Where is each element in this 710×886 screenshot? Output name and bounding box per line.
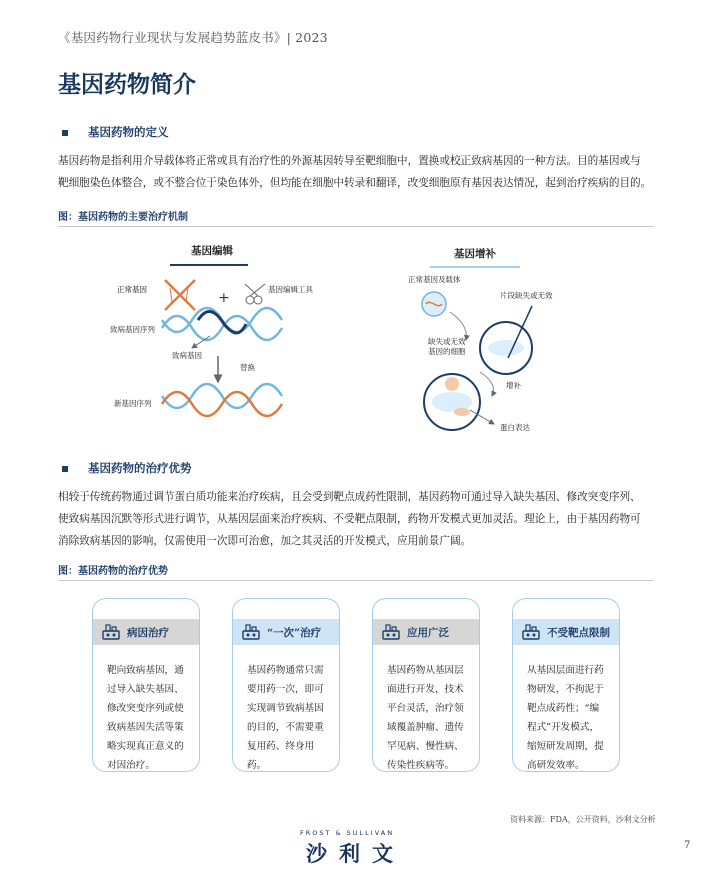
figure-label-advantages: 图：基因药物的治疗优势	[58, 566, 168, 577]
card-body	[107, 661, 187, 775]
paragraph-line: 基因药物是指利用介导载体将正常或具有治疗性的外源基因转导至靶细胞中，置换或校正致病基因的一种方法。目的基因或与	[58, 155, 641, 167]
dna-strand-new	[162, 384, 282, 416]
card-body-line: 平台灵活，治疗领	[387, 703, 464, 714]
gene-editing-title: 基因编辑	[191, 245, 233, 257]
dna-sample-icon	[241, 623, 261, 645]
definition-paragraph	[58, 150, 658, 194]
section-heading-advantages: 基因药物的治疗优势	[88, 461, 192, 475]
card-body-line: 致病基因失活等策	[107, 722, 184, 733]
logo-english: FROST & SULLIVAN	[300, 829, 395, 837]
card-title: 应用广泛	[407, 627, 449, 639]
paragraph-line: 靶细胞染色体整合，或不整合位于染色体外，但均能在细胞中转录和翻译，改变细胞原有基因表达情况，起到治疗疾病的目的。	[58, 177, 652, 189]
card-body-line: 实现调节致病基因	[247, 703, 324, 714]
defect-cell-label-2: 基因的细胞	[428, 347, 466, 356]
protein-label: 蛋白表达	[500, 423, 530, 432]
section-bullet	[62, 130, 68, 136]
vector-label: 正常基因及载体	[408, 275, 461, 284]
divider	[58, 226, 654, 227]
card-body-line: 罕见病、慢性病、	[387, 741, 464, 752]
source-note: 资料来源：FDA，公开资料，沙利文分析	[510, 815, 656, 824]
card-header	[93, 619, 199, 645]
card-body-line: 要用药一次，即可	[247, 684, 324, 695]
paragraph-line: 使致病基因沉默等形式进行调节，从基因层面来治疗疾病、不受靶点限制，药物开发模式更加灵活。理论上，由于基因药物可	[58, 513, 641, 525]
card-body-line: 缩短研发周期，提	[527, 741, 604, 752]
card-body-line: 过导入缺失基因、	[107, 684, 184, 695]
card-body-line: 略实现真正意义的	[107, 741, 184, 752]
card-header	[373, 619, 479, 645]
logo-chinese: 沙利文	[306, 841, 405, 866]
paragraph-line: 消除致病基因的影响，仅需使用一次即可治愈，加之其灵活的开发模式，应用前景广阔。	[58, 535, 472, 547]
page-title: 基因药物简介	[58, 71, 196, 98]
defect-cell-label-1: 缺失或无效	[428, 337, 466, 346]
pathogenic-seq-label: 致病基因序列	[110, 325, 155, 334]
section-heading-definition: 基因药物的定义	[88, 125, 169, 139]
card-body-line: 程式”开发模式，	[527, 722, 600, 733]
editing-tool-label: 基因编辑工具	[268, 285, 313, 294]
normal-gene-label: 正常基因	[117, 285, 147, 294]
fragment-label: 片段缺失或无效	[500, 291, 553, 300]
card-body-line: 物研发，不拘泥于	[527, 684, 604, 695]
card-body-line: 基因药物从基因层	[387, 665, 464, 676]
figure-label-mechanism: 图：基因药物的主要治疗机制	[58, 212, 188, 223]
mechanism-diagram	[100, 240, 600, 440]
dna-sample-icon	[101, 623, 121, 645]
card-title: “一次”治疗	[267, 627, 322, 639]
dna-helix-icon	[165, 280, 195, 310]
section-bullet	[62, 466, 68, 472]
plus-sign: +	[218, 290, 230, 306]
advantage-card	[372, 598, 480, 772]
card-body-line: 面进行开发，技术	[387, 684, 464, 695]
paragraph-line: 相较于传统药物通过调节蛋白质功能来治疗疾病，且会受到靶点成药性限制，基因药物可通过导入缺失基因、修改突变序列、	[58, 491, 641, 503]
card-body-line: 从基因层面进行药	[527, 665, 604, 676]
card-body-line: 对因治疗。	[107, 760, 155, 771]
advantage-card	[512, 598, 620, 772]
card-body-line: 高研发效率。	[527, 760, 585, 771]
divider	[58, 580, 654, 581]
card-header	[513, 619, 619, 645]
card-title: 病因治疗	[127, 627, 169, 639]
pathogenic-gene-label: 致病基因	[172, 351, 202, 360]
card-body-line: 传染性疾病等。	[387, 760, 455, 771]
dna-sample-icon	[381, 623, 401, 645]
scissors-icon	[245, 284, 265, 304]
replace-label: 替换	[240, 363, 255, 372]
advantage-card	[92, 598, 200, 772]
card-body-line: 复用药、终身用药。	[247, 741, 315, 771]
dna-sample-icon	[521, 623, 541, 645]
dna-strand-pathogenic	[162, 308, 282, 340]
card-header	[233, 619, 339, 645]
card-body-line: 基因药物通常只需	[247, 665, 324, 676]
new-seq-label: 新基因序列	[114, 399, 152, 408]
card-body	[247, 661, 327, 775]
card-body-line: 的目的，不需要重	[247, 722, 324, 733]
card-body-line: 靶向致病基因，通	[107, 665, 184, 676]
card-body-line: 修改突变序列或使	[107, 703, 184, 714]
card-body	[527, 661, 607, 775]
card-title: 不受靶点限制	[547, 627, 610, 639]
gene-supplement-title: 基因增补	[454, 248, 496, 260]
card-body-line: 域覆盖肿瘤、遗传	[387, 722, 464, 733]
page-number: 7	[684, 840, 691, 851]
card-body-line: 靶点成药性；“编	[527, 703, 600, 714]
advantages-paragraph	[58, 486, 658, 552]
report-header-title: 《基因药物行业现状与发展趋势蓝皮书》| 2023	[58, 30, 328, 45]
advantage-card	[232, 598, 340, 772]
card-body	[387, 661, 467, 775]
supplement-label: 增补	[506, 381, 521, 390]
